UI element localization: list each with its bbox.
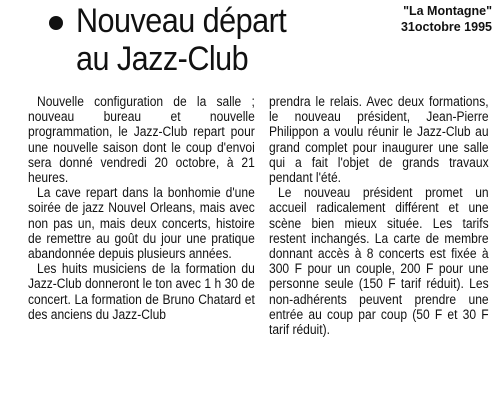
bullet-dot-icon bbox=[49, 16, 63, 30]
article-column-left bbox=[28, 94, 255, 322]
headline-line-2: au Jazz-Club bbox=[76, 40, 249, 78]
paragraph: Les huits musiciens de la formation du Jazz-Club donneront le ton avec 1 h 30 de concert. La formation de Bruno Chatard et des anciens du Jazz-Club bbox=[28, 261, 255, 322]
source-name: "La Montagne" bbox=[403, 4, 492, 18]
paragraph: prendra le relais. Avec deux formations, le nouveau président, Jean-Pierre Philippon a voulu réunir le Jazz-Club au grand complet pour inaugurer une salle qui a fait l'objet de grands travaux pendant l'été. bbox=[269, 94, 489, 186]
article-column-right bbox=[269, 94, 489, 337]
source-credit bbox=[401, 3, 492, 35]
headline bbox=[76, 2, 337, 78]
headline-line-1: Nouveau départ bbox=[76, 2, 287, 40]
paragraph: Nouvelle configuration de la salle ; nouveau bureau et nouvelle programmation, le Jazz-Club repart pour une nouvelle saison dont le coup d'envoi sera donné vendredi 20 octobre, à 21 heures. bbox=[28, 94, 255, 186]
paragraph: La cave repart dans la bonhomie d'une soirée de jazz Nouvel Orleans, mais avec non pas un, mais deux concerts, histoire de remettre au goût du jour une pratique abandonnée depuis plusieurs années. bbox=[28, 185, 255, 262]
paragraph: Le nouveau président promet un accueil radicalement différent et une scène bien mieux située. Les tarifs restent inchangés. La carte de membre donnant accès à 8 concerts est fixée à 300 F pour un couple, 200 F pour une personne seule (150 F tarif réduit). Les non-adhérents peuvent prendre une entrée au coup par coup (50 F et 30 F tarif réduit). bbox=[269, 185, 489, 338]
source-date: 31octobre 1995 bbox=[400, 20, 492, 34]
